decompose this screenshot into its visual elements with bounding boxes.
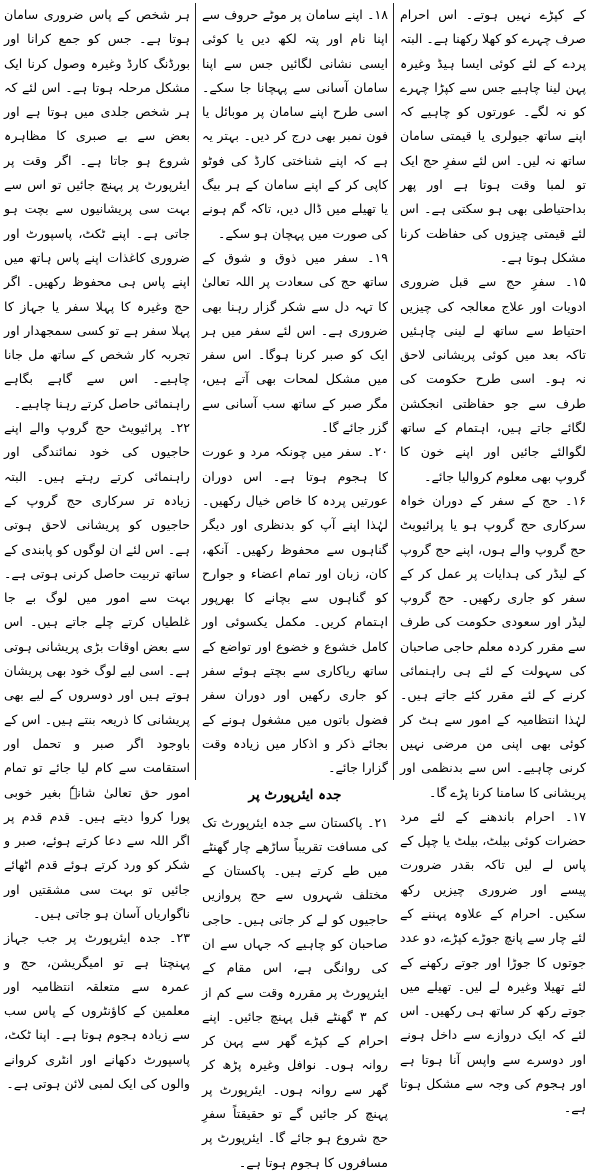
- document-page: [4, 3, 586, 1170]
- paragraph: ۲۳۔ جدہ ایئرپورٹ پر جب جہاز پہنچتا ہے تو امیگریشن، حج و عمرہ سے متعلقہ انتظامیہ اور معلمین کے کاؤنٹروں کے پاس سب سے زیادہ ہجوم ہوتا ہے۔ اپنا ٹکٹ، پاسپورٹ دکھانے اور انٹری کروانے والوں کی ایک لمبی لائن ہوتی ہے۔: [4, 930, 190, 1092]
- paragraph: ۱۵۔ سفرِ حج سے قبل ضروری ادویات اور علاج معالجہ کی چیزیں احتیاط سے ساتھ لے لینی چاہئیں تاکہ بعد میں کوئی پریشانی لاحق نہ ہو۔ اسی طرح حکومت کی طرف سے جو حفاظتی انجکشن لگائے جاتے ہیں، اہتمام کے ساتھ لگوالئے جائیں اور اپنے خون کا گروپ بھی معلوم کروالیا جائے۔: [400, 274, 586, 484]
- section-heading: جدہ ایئرپورٹ پر: [248, 786, 342, 803]
- paragraph: ۱۹۔ سفر میں ذوق و شوق کے ساتھ حج کی سعادت پر اللہ تعالیٰ کا تہہ دل سے شکر گزار رہنا بھی ضروری ہے۔ اس لئے سفر میں ہر ایک کو صبر کرنا ہوگا۔ اس سفر میں مشکل لمحات بھی آتے ہیں، مگر صبر کے ساتھ سب آسانی سے گزر جائے گا۔: [202, 249, 388, 436]
- paragraph: ہر شخص کے پاس ضروری سامان ہوتا ہے۔ جس کو جمع کرانا اور بورڈنگ کارڈ وغیرہ وصول کرنا ایک مشکل مرحلہ ہوتا ہے۔ اس لئے کہ ہر شخص جلدی میں ہوتا ہے اور بعض سے بے صبری کا مظاہرہ شروع ہو جاتا ہے۔ اگر وقت پر ایئرپورٹ پر پہنچ جائیں تو اس سے بہت سی پریشانیوں سے بچت ہو جاتی ہے۔ اپنے ٹکٹ، پاسپورٹ اور ضروری کاغذات اپنے پاس ہاتھ میں اپنے پاس ہی محفوظ رکھیں۔ اگر حج وغیرہ کا پہلا سفر یا جہاز کا پہلا سفر ہے تو کسی سمجھدار اور تجربہ کار شخص کے ساتھ مل جانا چاہیے۔ اس سے گاہے بگاہے راہنمائی حاصل کرتے رہنا چاہیے۔: [4, 7, 190, 411]
- paragraph: ۱۷۔ احرام باندھنے کے لئے مرد حضرات کوئی بیلٹ، بیلٹ یا چپل کے پاس لے لیں تاکہ بقدر ضرورت پیسے اور ضروری چیزیں رکھ سکیں۔ احرام کے علاوہ پہننے کے لئے چار سے پانچ جوڑے کپڑے، دو عدد جوتوں کا جوڑا اور جوتے رکھنے کے لئے تھیلا وغیرہ لے لیں۔ تھیلے میں جوتے رکھ کر ساتھ ہی رکھیں۔ اس لئے کہ ایک دروازے سے داخل ہونے اور دوسرے سے واپس آنا ہوتا ہے اور ہجوم کی وجہ سے مشکل ہوتا ہے۔: [400, 808, 586, 1116]
- paragraph: ۱۶۔ حج کے سفر کے دوران خواہ سرکاری حج گروپ ہو یا پرائیویٹ حج گروپ والے ہوں، اپنے حج گروپ کے لیڈر کی ہدایات پر عمل کر کے سفر کو جاری رکھیں۔ حج گروپ لیڈر اور سعودی حکومت کی طرف سے مقرر کردہ معلم حاجی صاحبان کی سہولت کے لئے ہی راہنمائی کرنے کے لئے مقرر کئے جاتے ہیں۔ لہٰذا انتظامیہ کے امور سے ہٹ کر کوئی بھی اپنی من مرضی نہیں کرنی چاہیے۔ اس سے بدنظمی اور پریشانی کا سامنا کرنا پڑے گا۔: [400, 492, 586, 800]
- column-divider: [195, 3, 196, 780]
- column-left: [4, 3, 190, 1092]
- column-divider: [393, 3, 394, 780]
- paragraph: کے کپڑے نہیں ہوتے۔ اس احرام صرف چہرے کو کھلا رکھنا ہے۔ البتہ پردے کے لئے کوئی ایسا ہیڈ وغیرہ پہن لینا چاہیے جس سے کپڑا چہرے کو نہ لگے۔ عورتوں کو چاہیے کہ اپنے ساتھ جیولری یا قیمتی سامان ساتھ نہ لیں۔ اس لئے سفرِ حج ایک تو لمبا وقت ہوتا ہے اور پھر بداحتیاطی بھی ہو سکتی ہے۔ اس لئے قیمتی چیزوں کی حفاظت کرنا مشکل ہوتا ہے۔: [400, 7, 586, 265]
- paragraph: ۲۱۔ پاکستان سے جدہ ایئرپورٹ تک کی مسافت تقریباً ساڑھے چار گھنٹے میں طے کرتے ہیں۔ پاکستان کے مختلف شہروں سے حج پروازیں حاجیوں کو لے کر جاتی ہیں۔ حاجی صاحبان کو چاہیے کہ جہاں سے ان کی روانگی ہے، اس مقام کے ایئرپورٹ پر مقررہ وقت سے کم از کم ۳ گھنٹے قبل پہنچ جائیں۔ اپنے احرام کے کپڑے گھر سے پہن کر روانہ ہوں۔ نوافل وغیرہ پڑھ کر گھر سے روانہ ہوں۔ ایئرپورٹ پر پہنچ کر جائیں گے تو حقیقتاً سفرِ حج شروع ہو جائے گا۔ ایئرپورٹ پر مسافروں کا ہجوم ہوتا ہے۔: [202, 814, 389, 1170]
- paragraph: ۲۰۔ سفر میں چونکہ مرد و عورت کا ہجوم ہوتا ہے۔ اس دوران عورتیں پردہ کا خاص خیال رکھیں۔ لہٰذا اپنے آپ کو بدنظری اور دیگر گناہوں سے محفوظ رکھیں۔ آنکھ، کان، زبان اور تمام اعضاء و جوارح کو گناہوں سے بچانے کا بھرپور اہتمام کریں۔ مکمل یکسوئی اور کامل خشوع و خضوع اور تواضع کے ساتھ ریاکاری سے بچتے ہوئے سفر کو جاری رکھیں اور دوران سفر فضول باتوں میں مشغول ہونے کے بجائے ذکر و اذکار میں زیادہ وقت گزارا جائے۔: [202, 444, 388, 776]
- column-right: [400, 3, 586, 1116]
- paragraph: ۲۲۔ پرائیویٹ حج گروپ والے اپنے حاجیوں کی خود نمائندگی اور راہنمائی کرتے رہتے ہیں۔ البتہ زیادہ تر سرکاری حج گروپ کے حاجیوں کو پریشانی لاحق ہوتی ہے۔ اس لئے ان لوگوں کو پابندی کے ساتھ تربیت حاصل کرنی ہوتی ہے۔ بہت سے امور میں لوگ بے جا غلطیاں کرتے چلے جاتے ہیں۔ اس سے بعض اوقات بڑی پریشانی ہوتی ہے۔ اسی لیے لوگ خود بھی پریشان ہوتے ہیں اور دوسروں کے لیے بھی پریشانی کا ذریعہ بنتے ہیں۔ اس کے باوجود اگر صبر و تحمل اور استقامت سے کام لیا جائے تو تمام امور حق تعالیٰ شانہٗ بغیر خوبی پورا کروا دیتے ہیں۔ قدم قدم پر اگر اللہ سے دعا کرتے ہوئے، صبر و شکر کو ورد کرتے ہوئے قدم اٹھائے جائیں تو بہت سی مشقتیں اور ناگواریاں آسان ہو جاتی ہیں۔: [4, 420, 190, 921]
- paragraph: ۱۸۔ اپنے سامان پر موٹے حروف سے اپنا نام اور پتہ لکھ دیں یا کوئی ایسی نشانی لگائیں جس سے اپنا سامان آسانی سے پہچانا جا سکے۔ اسی طرح اپنے سامان پر موبائل یا فون نمبر بھی درج کر دیں۔ بہتر یہ ہے کہ اپنے شناختی کارڈ کی فوٹو کاپی کر کے اپنے سامان کے ہر بیگ یا تھیلے میں ڈال دیں، تاکہ گم ہونے کی صورت میں پہچان ہو سکے۔: [202, 7, 388, 241]
- column-middle: [202, 3, 389, 1170]
